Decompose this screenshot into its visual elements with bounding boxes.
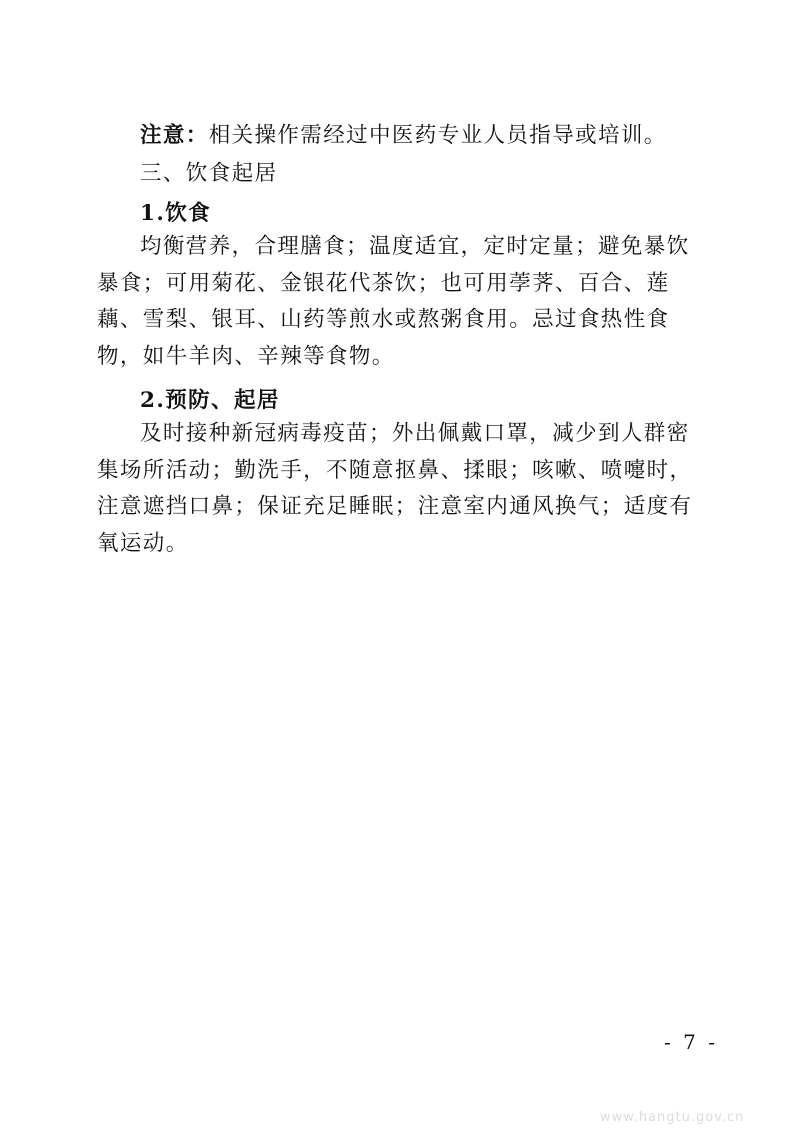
- section-heading: 三、饮食起居: [140, 161, 278, 186]
- page-number: - 7 -: [664, 1030, 718, 1054]
- subsection-heading-prevention: 2.预防、起居: [140, 388, 280, 413]
- note-text: 相关操作需经过中医药专业人员指导或培训。: [208, 123, 667, 148]
- watermark: www.hangtu.gov.cn: [600, 1110, 745, 1125]
- subsection-heading-diet: 1.饮食: [140, 201, 212, 226]
- note-paragraph: [97, 118, 707, 155]
- diet-paragraph: 均衡营养，合理膳食；温度适宜，定时定量；避免暴饮暴食；可用菊花、金银花代茶饮；也可用荸荠、百合、莲藕、雪梨、银耳、山药等煎水或熬粥食用。忌过食热性食物，如牛羊肉、辛辣等食物。: [97, 234, 690, 369]
- prevention-paragraph: 及时接种新冠病毒疫苗；外出佩戴口罩，减少到人群密集场所活动；勤洗手，不随意抠鼻、揉眼；咳嗽、喷嚏时，注意遮挡口鼻；保证充足睡眠；注意室内通风换气；适度有氧运动。: [97, 421, 693, 556]
- note-label: 注意：: [140, 123, 209, 148]
